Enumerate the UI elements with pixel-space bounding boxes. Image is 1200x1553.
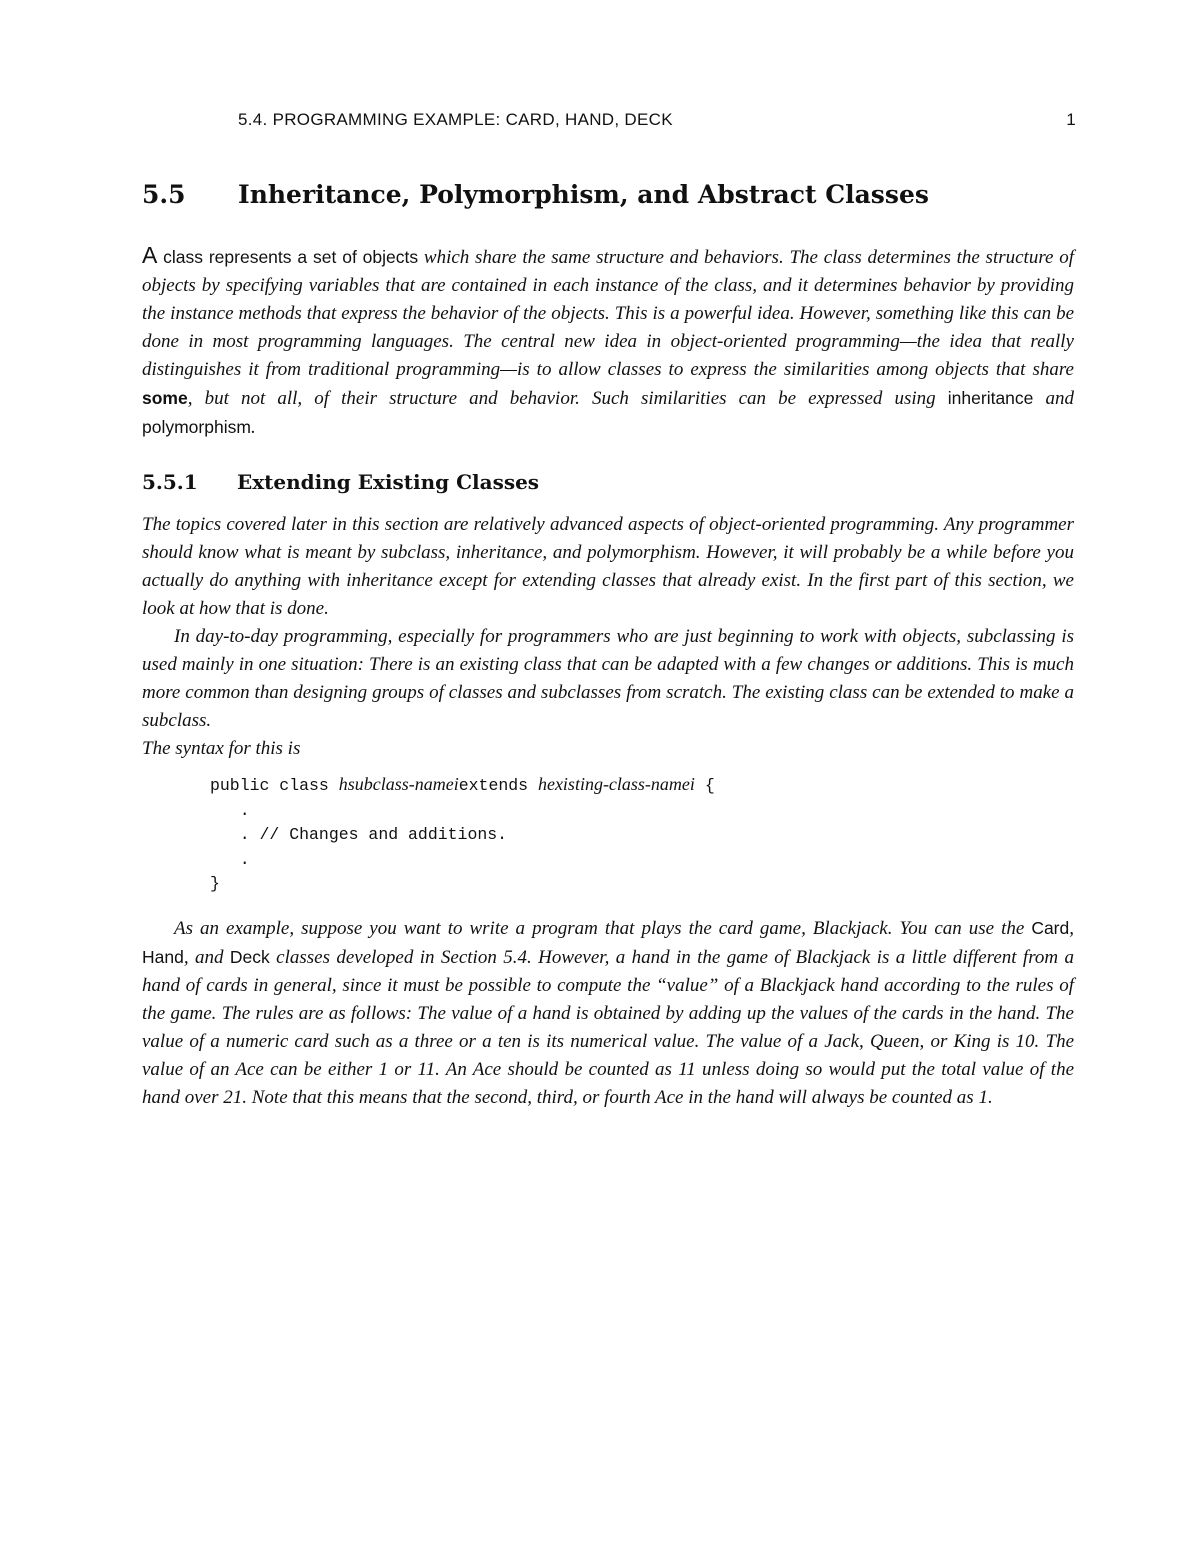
section-heading <box>142 180 1102 209</box>
term-polymorphism: polymorphism <box>142 417 251 437</box>
code-keyword-extends: extends <box>458 776 538 795</box>
running-head <box>238 110 1076 136</box>
section-title: Inheritance, Polymorphism, and Abstract Classes <box>238 180 929 209</box>
intro-dropcap: A <box>142 242 158 268</box>
paragraph-day-to-day: In day-to-day programming, especially for programmers who are just beginning to work with objects, subclassing is used mainly in one situation: There is an existing class that can be adapted with a few changes or additions. This is much more common than designing groups of classes and subclasses from scratch. The existing class can be extended to make a subclass. <box>142 626 1074 731</box>
class-name-card: Card <box>1031 918 1070 938</box>
intro-paragraph <box>142 241 1074 442</box>
intro-text-2: , but not all, of their structure and behavior. Such similarities can be expressed using <box>187 388 948 409</box>
subsection-heading <box>142 470 1102 494</box>
class-name-hand: Hand <box>142 947 184 967</box>
term-inheritance: inheritance <box>947 388 1034 408</box>
blackjack-text: As an example, suppose you want to write a program that plays the card game, Blackjack. You can use the <box>174 918 1032 939</box>
code-block <box>210 772 1070 897</box>
code-placeholder-subclass: hsubclass-namei <box>338 774 459 794</box>
code-line: . // Changes and additions. <box>210 825 508 844</box>
intro-text-upright: class represents a set of objects <box>163 247 419 267</box>
blackjack-text-2: , <box>1069 918 1074 939</box>
code-placeholder-existing: hexisting-class-namei <box>537 774 695 794</box>
section-number: 5.5 <box>142 180 186 209</box>
code-brace: { <box>694 776 715 795</box>
intro-text-3: and <box>1033 388 1075 409</box>
paragraph-syntax-intro: The syntax for this is <box>142 738 301 759</box>
code-line <box>210 772 1070 799</box>
class-name-deck: Deck <box>229 947 270 967</box>
paragraph-topics: The topics covered later in this section are relatively advanced aspects of object-oriented programming. Any programmer should know what is meant by subclass, inheritance, and polymorphism. However, it will probably be a while before you actually do anything with inheritance except for extending classes that already exist. In the first part of this section, we look at how that is done. <box>142 514 1074 619</box>
intro-text-4: . <box>250 417 256 438</box>
subsection-number: 5.5.1 <box>142 470 198 494</box>
code-line: } <box>210 874 220 893</box>
blackjack-text-4: classes developed in Section 5.4. However, a hand in the game of Blackjack is a little different from a hand of cards in general, since it must be possible to compute the “value” of a Blackjack hand according to the rules of the game. The rules are as follows: The value of a hand is obtained by adding up the values of the cards in the hand. The value of a numeric card such as a three or a ten is its numerical value. The value of a Jack, Queen, or King is 10. The value of an Ace can be either 1 or 11. An Ace should be counted as 11 unless doing so would put the total value of the hand over 21. Note that this means that the second, third, or fourth Ace in the hand will always be counted as 1. <box>142 947 1075 1108</box>
blackjack-text-3: , and <box>183 947 230 968</box>
running-head-title: 5.4. PROGRAMMING EXAMPLE: CARD, HAND, DECK <box>238 110 673 129</box>
intro-emphasis-some: some <box>142 388 188 408</box>
paragraph-blackjack <box>142 914 1074 1112</box>
code-line: . <box>210 849 250 869</box>
code-line: . <box>210 800 250 820</box>
page-number: 1 <box>1066 110 1076 129</box>
intro-text: which share the same structure and behaviors. The class determines the structure of objects by specifying variables that are contained in each instance of the class, and it determines behavior by providing the instance methods that express the behavior of the objects. This is a powerful idea. However, something like this can be done in most programming languages. The central new idea in object-oriented programming—the idea that really distinguishes it from traditional programming—is to allow classes to express the similarities among objects that share <box>142 247 1075 380</box>
subsection-title: Extending Existing Classes <box>237 470 540 494</box>
code-keyword: public class <box>210 776 339 795</box>
